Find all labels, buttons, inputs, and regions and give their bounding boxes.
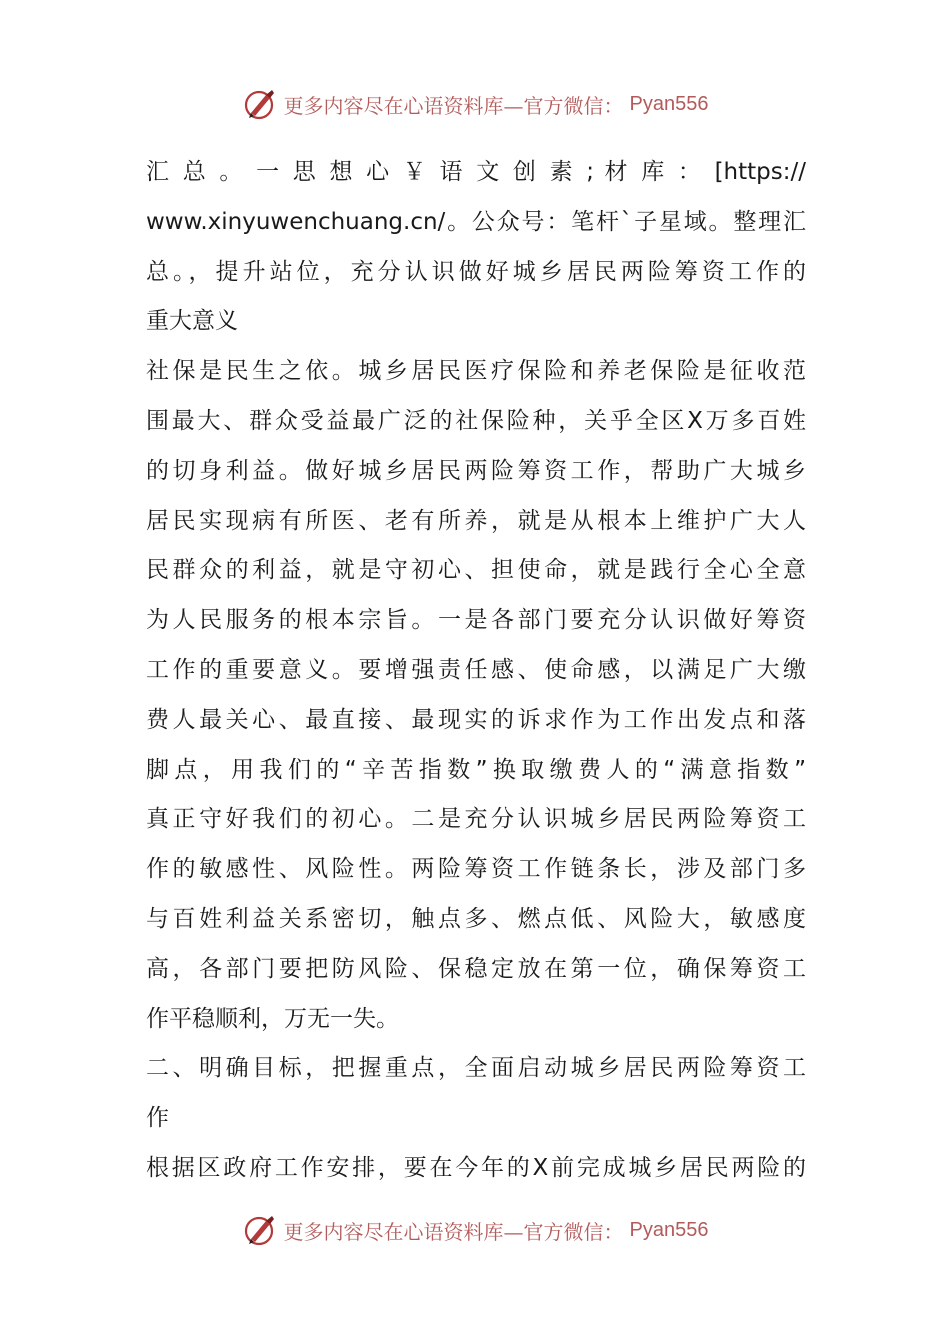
body-text-line: 作的敏感性、风险性。两险筹资工作链条长，涉及部门多 — [146, 856, 806, 883]
body-text-line: 与百姓利益关系密切，触点多、燃点低、风险大，敏感度 — [146, 905, 806, 932]
pen-logo-icon — [242, 1212, 278, 1248]
body-text-line: 脚点，用我们的“辛苦指数”换取缴费人的“满意指数” — [146, 756, 806, 783]
body-text-line: 作平稳顺利，万无一失。 — [146, 1005, 399, 1032]
body-text-line: www.xinyuwenchuang.cn/。公众号：笔杆`子星域。整理汇 — [146, 208, 806, 235]
pen-logo-icon — [242, 86, 278, 122]
document-body — [146, 148, 806, 1194]
body-text-line: 作 — [146, 1105, 169, 1132]
body-text-line: 居民实现病有所医、老有所养，就是从根本上维护广大人 — [146, 507, 806, 534]
header-watermark — [0, 84, 950, 124]
body-text-line: 总。，提升站位，充分认识做好城乡居民两险筹资工作的 — [146, 258, 806, 285]
body-text-line: 社保是民生之依。城乡居民医疗保险和养老保险是征收范 — [146, 358, 806, 385]
body-text-line: 真正守好我们的初心。二是充分认识城乡居民两险筹资工 — [146, 806, 806, 833]
body-text-line: 汇 总 。 一 思 想 心 ￥ 语 文 创 素 ; 材 库 ： [https:// — [146, 159, 806, 185]
body-text-line: 重大意义 — [146, 308, 238, 335]
watermark-text: 更多内容尽在心语资料库—官方微信： — [283, 1219, 624, 1244]
body-text-line: 的切身利益。做好城乡居民两险筹资工作，帮助广大城乡 — [146, 457, 806, 484]
body-text-line: 根据区政府工作安排，要在今年的X前完成城乡居民两险的 — [146, 1154, 806, 1181]
watermark-text: 更多内容尽在心语资料库—官方微信： — [283, 93, 624, 118]
body-text-line: 工作的重要意义。要增强责任感、使命感，以满足广大缴 — [146, 656, 806, 683]
watermark-wechat-id: Pyan556 — [629, 92, 709, 115]
footer-watermark — [0, 1210, 950, 1250]
body-text-line: 高，各部门要把防风险、保稳定放在第一位，确保筹资工 — [146, 955, 806, 982]
body-text-line: 民群众的利益，就是守初心、担使命，就是践行全心全意 — [146, 557, 806, 584]
body-text-line: 围最大、群众受益最广泛的社保险种，关乎全区X万多百姓 — [146, 407, 806, 434]
body-text-line: 二、明确目标，把握重点，全面启动城乡居民两险筹资工 — [146, 1055, 806, 1082]
body-text-line: 为人民服务的根本宗旨。一是各部门要充分认识做好筹资 — [146, 607, 806, 634]
watermark-wechat-id: Pyan556 — [629, 1218, 709, 1241]
body-text-line: 费人最关心、最直接、最现实的诉求作为工作出发点和落 — [146, 706, 806, 733]
